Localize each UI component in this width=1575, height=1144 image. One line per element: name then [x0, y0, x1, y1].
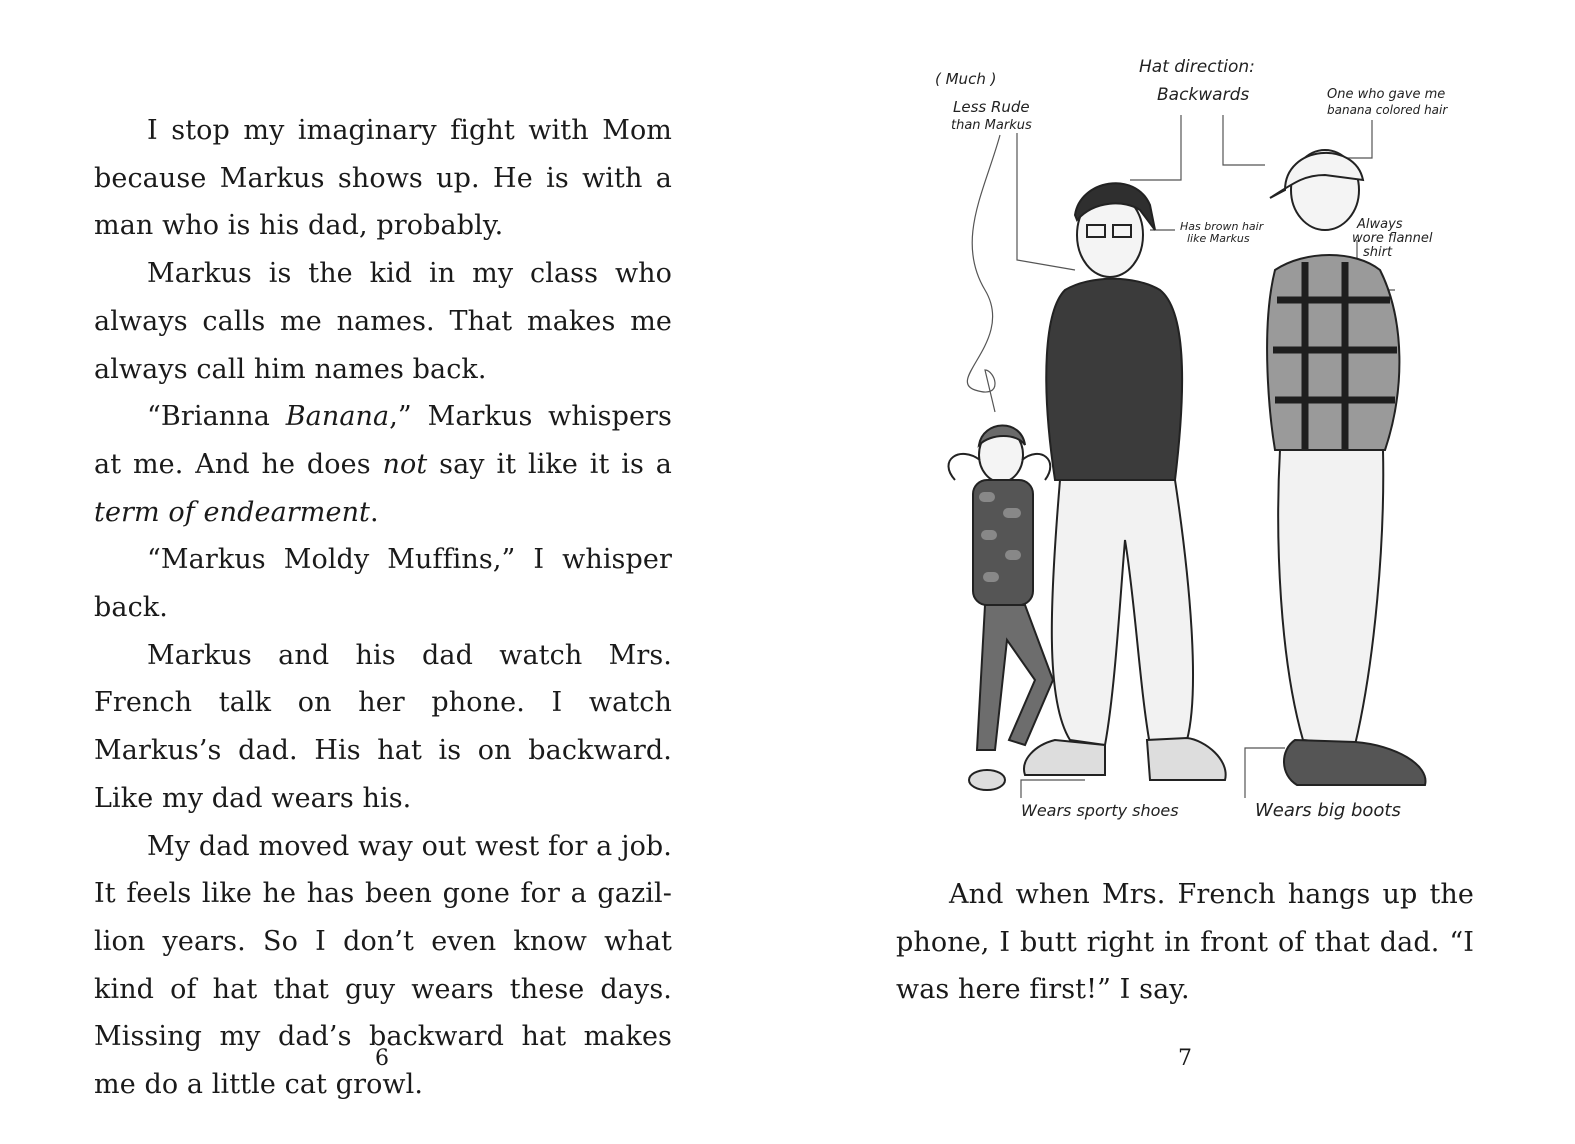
label-hat-direction: Hat direction: — [1139, 57, 1255, 77]
label-like-markus: like Markus — [1187, 232, 1250, 245]
label-wore-flannel: wore flannel — [1352, 231, 1433, 246]
page-number: 7 — [1178, 1046, 1192, 1071]
page-number: 6 — [375, 1046, 389, 1071]
label-has-brown-hair: Has brown hair — [1180, 220, 1264, 233]
label-one-who-gave: One who gave me — [1327, 87, 1446, 102]
left-page-text — [94, 107, 672, 1109]
paragraph-6: My dad moved way out west for a job. It feels like he has been gone for a gazil-lion years. So I don’t even know what kind of hat that guy wears these days. Missing my dad’s backward hat makes me do a little cat growl. — [94, 830, 672, 1101]
label-much: ( Much ) — [935, 70, 997, 88]
right-page-text — [896, 871, 1474, 1014]
label-always: Always — [1357, 217, 1403, 232]
paragraph-4: “Markus Moldy Muffins,” I whisper back. — [94, 544, 672, 624]
paragraph-7: And when Mrs. French hangs up the phone, I butt right in front of that dad. “I was here first!” I say. — [896, 879, 1474, 1006]
left-page — [0, 0, 787, 1144]
paragraph-1: I stop my imaginary fight with Mom because Markus shows up. He is with a man who is his dad, probably. — [94, 115, 672, 242]
label-shirt: shirt — [1363, 245, 1393, 260]
paragraph-2: Markus is the kid in my class who always calls me names. That makes me always call him names back. — [94, 258, 672, 385]
label-banana-hair: banana colored hair — [1327, 103, 1448, 117]
character-illustration — [925, 40, 1485, 840]
paragraph-3: “Brianna Banana,” Markus whispers at me. And he does not say it like it is a term of endearment. — [94, 401, 672, 528]
right-page — [788, 0, 1575, 1144]
label-sporty-shoes: Wears sporty shoes — [1021, 801, 1179, 820]
label-less-rude: Less Rude — [953, 98, 1030, 116]
dad-figure — [1024, 183, 1226, 780]
paragraph-5: Markus and his dad watch Mrs. French talk on her phone. I watch Markus’s dad. His hat is on backward. Like my dad wears his. — [94, 639, 672, 814]
label-backwards: Backwards — [1157, 85, 1250, 105]
label-big-boots: Wears big boots — [1255, 800, 1401, 821]
label-than-markus: than Markus — [951, 118, 1032, 133]
kid-figure — [948, 425, 1053, 790]
